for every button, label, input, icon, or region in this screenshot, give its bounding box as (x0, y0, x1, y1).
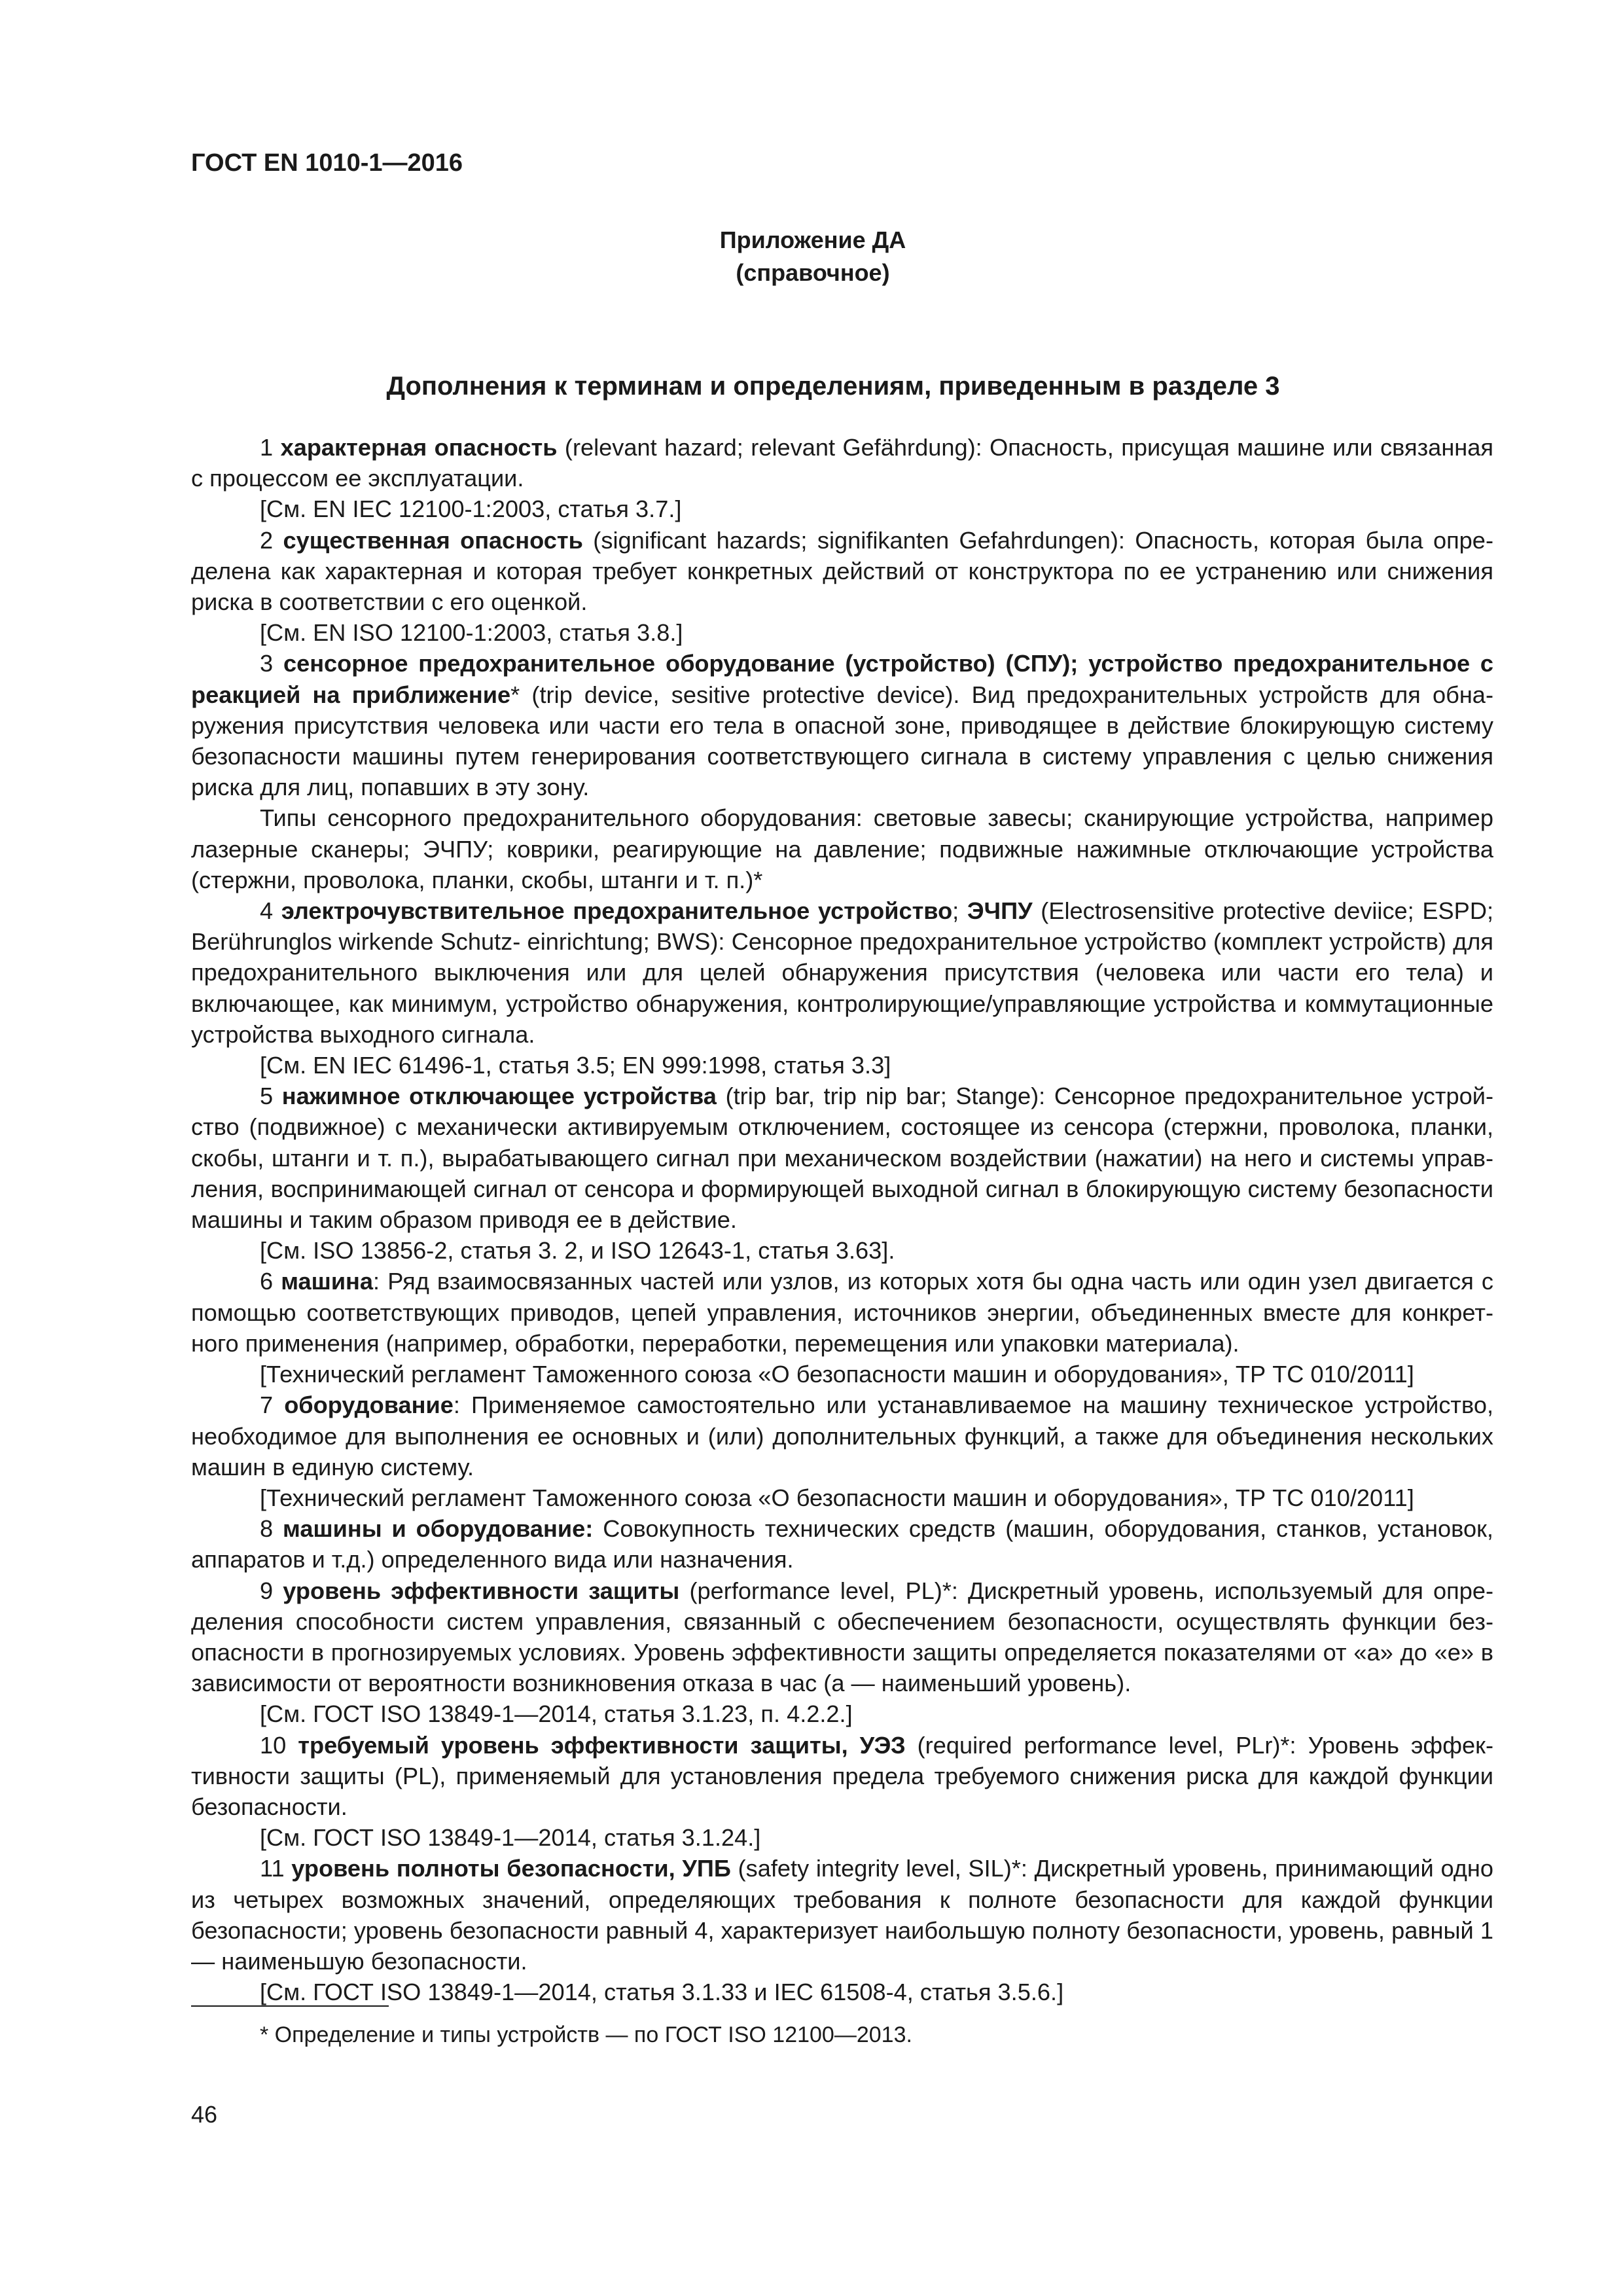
footnote: * Определение и типы устройств — по ГОСТ ISO 12100—2013. (260, 2022, 912, 2047)
page-number: 46 (191, 2101, 218, 2128)
reference-10: [См. ГОСТ ISO 13849-1—2014, статья 3.1.24.] (260, 1824, 761, 1852)
reference-7: [Технический регламент Таможенного союза «О безопасности машин и оборудования», ТР ТС 010/2011] (260, 1484, 1414, 1511)
term: требуемый уровень эффективности защиты, УЭЗ (298, 1731, 906, 1759)
definition-text: (required performance level, PLr)*: Уровень эффективности защиты (PL), применяемый для установления предела требуемого снижения риска для каждой функции безопасности. (191, 1731, 1494, 1820)
definition-text: Совокупность технических средств (машин, оборудования, станков, установок, аппаратов и т.д.) определенного вида или назначения. (191, 1515, 1493, 1573)
item-number: 5 (260, 1083, 282, 1110)
definition-5 (191, 1081, 1493, 1235)
definition-8 (191, 1513, 1493, 1575)
section-title: Дополнения к терминам и определениям, приведенным в разделе 3 (386, 372, 1280, 401)
footnote-divider (191, 2005, 389, 2007)
definition-9 (191, 1575, 1493, 1699)
definition-4 (191, 895, 1493, 1050)
definition-text: : Ряд взаимосвязанных частей или узлов, из которых хотя бы одна часть или один узел двигается с помощью соответствующих приводов, цепей управления, источников энергии, объединенных вместе для конкретного применения (например, обработки, переработки, перемещения или упаковки материала). (191, 1268, 1493, 1357)
definition-text: (safety integrity level, SIL)*: Дискретный уровень, принимающий одно из четырех возможных значений, определяющих требования к полноте безопасности для каждой функции безопасности; уровень безопасности равный 4, характеризует наибольшую полноту безопасности, уровень, равный 1 — наименьшую безопасности. (191, 1855, 1494, 1975)
reference-4: [См. EN IEC 61496-1, статья 3.5; EN 999:1998, статья 3.3] (260, 1052, 891, 1079)
reference-6: [Технический регламент Таможенного союза «О безопасности машин и оборудования», ТР ТС 010/2011] (260, 1361, 1414, 1388)
definitions-body (191, 432, 1493, 2007)
item-number: 2 (260, 526, 283, 554)
item-number: 7 (260, 1391, 285, 1419)
term: машина (281, 1268, 374, 1295)
definition-text: * (trip device, sesitive protective device). Вид предохранительных устройств для обнаружения присутствия человека или части его тела в опасной зоне, приводящее в действие блокирующую систему безопасности машины путем генерирования соответствующего сигнала в систему управления с целью снижения риска для лиц, попавших в эту зону. (191, 681, 1493, 801)
definition-6 (191, 1266, 1493, 1359)
item-number: 1 (260, 434, 281, 461)
definition-11 (191, 1853, 1493, 1977)
item-number: 9 (260, 1577, 283, 1604)
standard-code: ГОСТ EN 1010-1—2016 (191, 149, 463, 177)
item-number: 8 (260, 1515, 283, 1543)
definition-text: (Electrosensitive protective deviice; ESPD; Berührunglos wirkende Schutz- einrichtung; BWS): Сенсорное предохранительное устройство (комплект устройств) для предохранительного выключения или для целей обнаружения присутствия (человека или части его тела) и включающее, как минимум, устройство обнаружения, контролирующие/управляющие устройства и коммутационные устройства выходного сигнала. (191, 897, 1494, 1048)
definition-2 (191, 525, 1493, 618)
term-abbreviation: ЭЧПУ (967, 897, 1033, 925)
reference-5: [См. ISO 13856-2, статья 3. 2, и ISO 12643-1, статья 3.63]. (260, 1237, 895, 1265)
item-number: 11 (260, 1855, 292, 1882)
term: электрочувствительное предохранительное устройство (281, 897, 953, 925)
term: уровень полноты безопасности, УПБ (291, 1855, 731, 1882)
term: оборудование (284, 1391, 454, 1419)
definition-text: (performance level, PL)*: Дискретный уровень, используемый для определения способности систем управления, связанный с обеспечением безопасности, осуществлять функции безопасности в прогнозируемых условиях. Уровень эффективности защиты определяется показателями от «а» до «е» в зависимости от вероятности возникновения отказа в час (а — наименьший уровень). (191, 1577, 1494, 1697)
annex-heading (0, 224, 1623, 289)
definition-text: (significant hazards; signifikanten Gefahrdungen): Опасность, которая была определена как характерная и которая требует конкретных действий от конструктора по ее устранению или снижения риска в соответствии с его оценкой. (191, 526, 1493, 616)
term: нажимное отключающее устройства (281, 1083, 717, 1110)
definition-text: (relevant hazard; relevant Gefährdung): Опасность, присущая машине или связанная с процессом ее эксплуатации. (191, 434, 1494, 492)
item-number: 10 (260, 1731, 298, 1759)
definition-10 (191, 1730, 1493, 1823)
definition-3-types: Типы сенсорного предохранительного оборудования: световые завесы; сканирующие устройства, например лазерные сканеры; ЭЧПУ; коврики, реагирующие на давление; подвижные нажимные отключающие устройства (стержни, проволока, планки, скобы, штанги и т. п.)* (191, 804, 1493, 893)
reference-11: [См. ГОСТ ISO 13849-1—2014, статья 3.1.33 и IEC 61508-4, статья 3.5.6.] (260, 1979, 1064, 2006)
item-number: 3 (260, 650, 283, 677)
definition-text: (trip bar, trip nip bar; Stange): Сенсорное предохранительное устройство (подвижное) с механически активируемым отключением, состоящее из сенсора (стержни, проволока, планки, скобы, штанги и т. п.), вырабатывающего сигнал при механическом воздействии (нажатии) на него и системы управления, воспринимающей сигнал от сенсора и формирующей выходной сигнал в блокирующую систему безопасности машины и таким образом приводя ее в действие. (191, 1083, 1493, 1234)
annex-title: Приложение ДА (719, 226, 906, 253)
annex-note: (справочное) (736, 259, 890, 286)
item-number: 6 (260, 1268, 281, 1295)
definition-text: : Применяемое самостоятельно или устанавливаемое на машину техническое устройство, необходимое для выполнения ее основных и (или) дополнительных функций, а также для объединения нескольких машин в единую систему. (191, 1391, 1493, 1480)
definition-3 (191, 648, 1493, 802)
term: характерная опасность (280, 434, 558, 461)
term: существенная опасность (283, 526, 583, 554)
term: машины и оборудование: (283, 1515, 594, 1543)
term: уровень эффективности защиты (283, 1577, 680, 1604)
definition-1 (191, 432, 1493, 493)
term-separator: ; (952, 897, 967, 925)
definition-7 (191, 1390, 1493, 1482)
reference-9: [См. ГОСТ ISO 13849-1—2014, статья 3.1.23, п. 4.2.2.] (260, 1700, 853, 1728)
term: сенсорное предохранительное оборудование (устройство) (СПУ); устройство предохранительное с реакцией на приближение (191, 650, 1494, 708)
item-number: 4 (260, 897, 281, 925)
reference-1: [См. EN IEC 12100-1:2003, статья 3.7.] (260, 495, 682, 523)
reference-2: [См. EN ISO 12100-1:2003, статья 3.8.] (260, 619, 683, 647)
